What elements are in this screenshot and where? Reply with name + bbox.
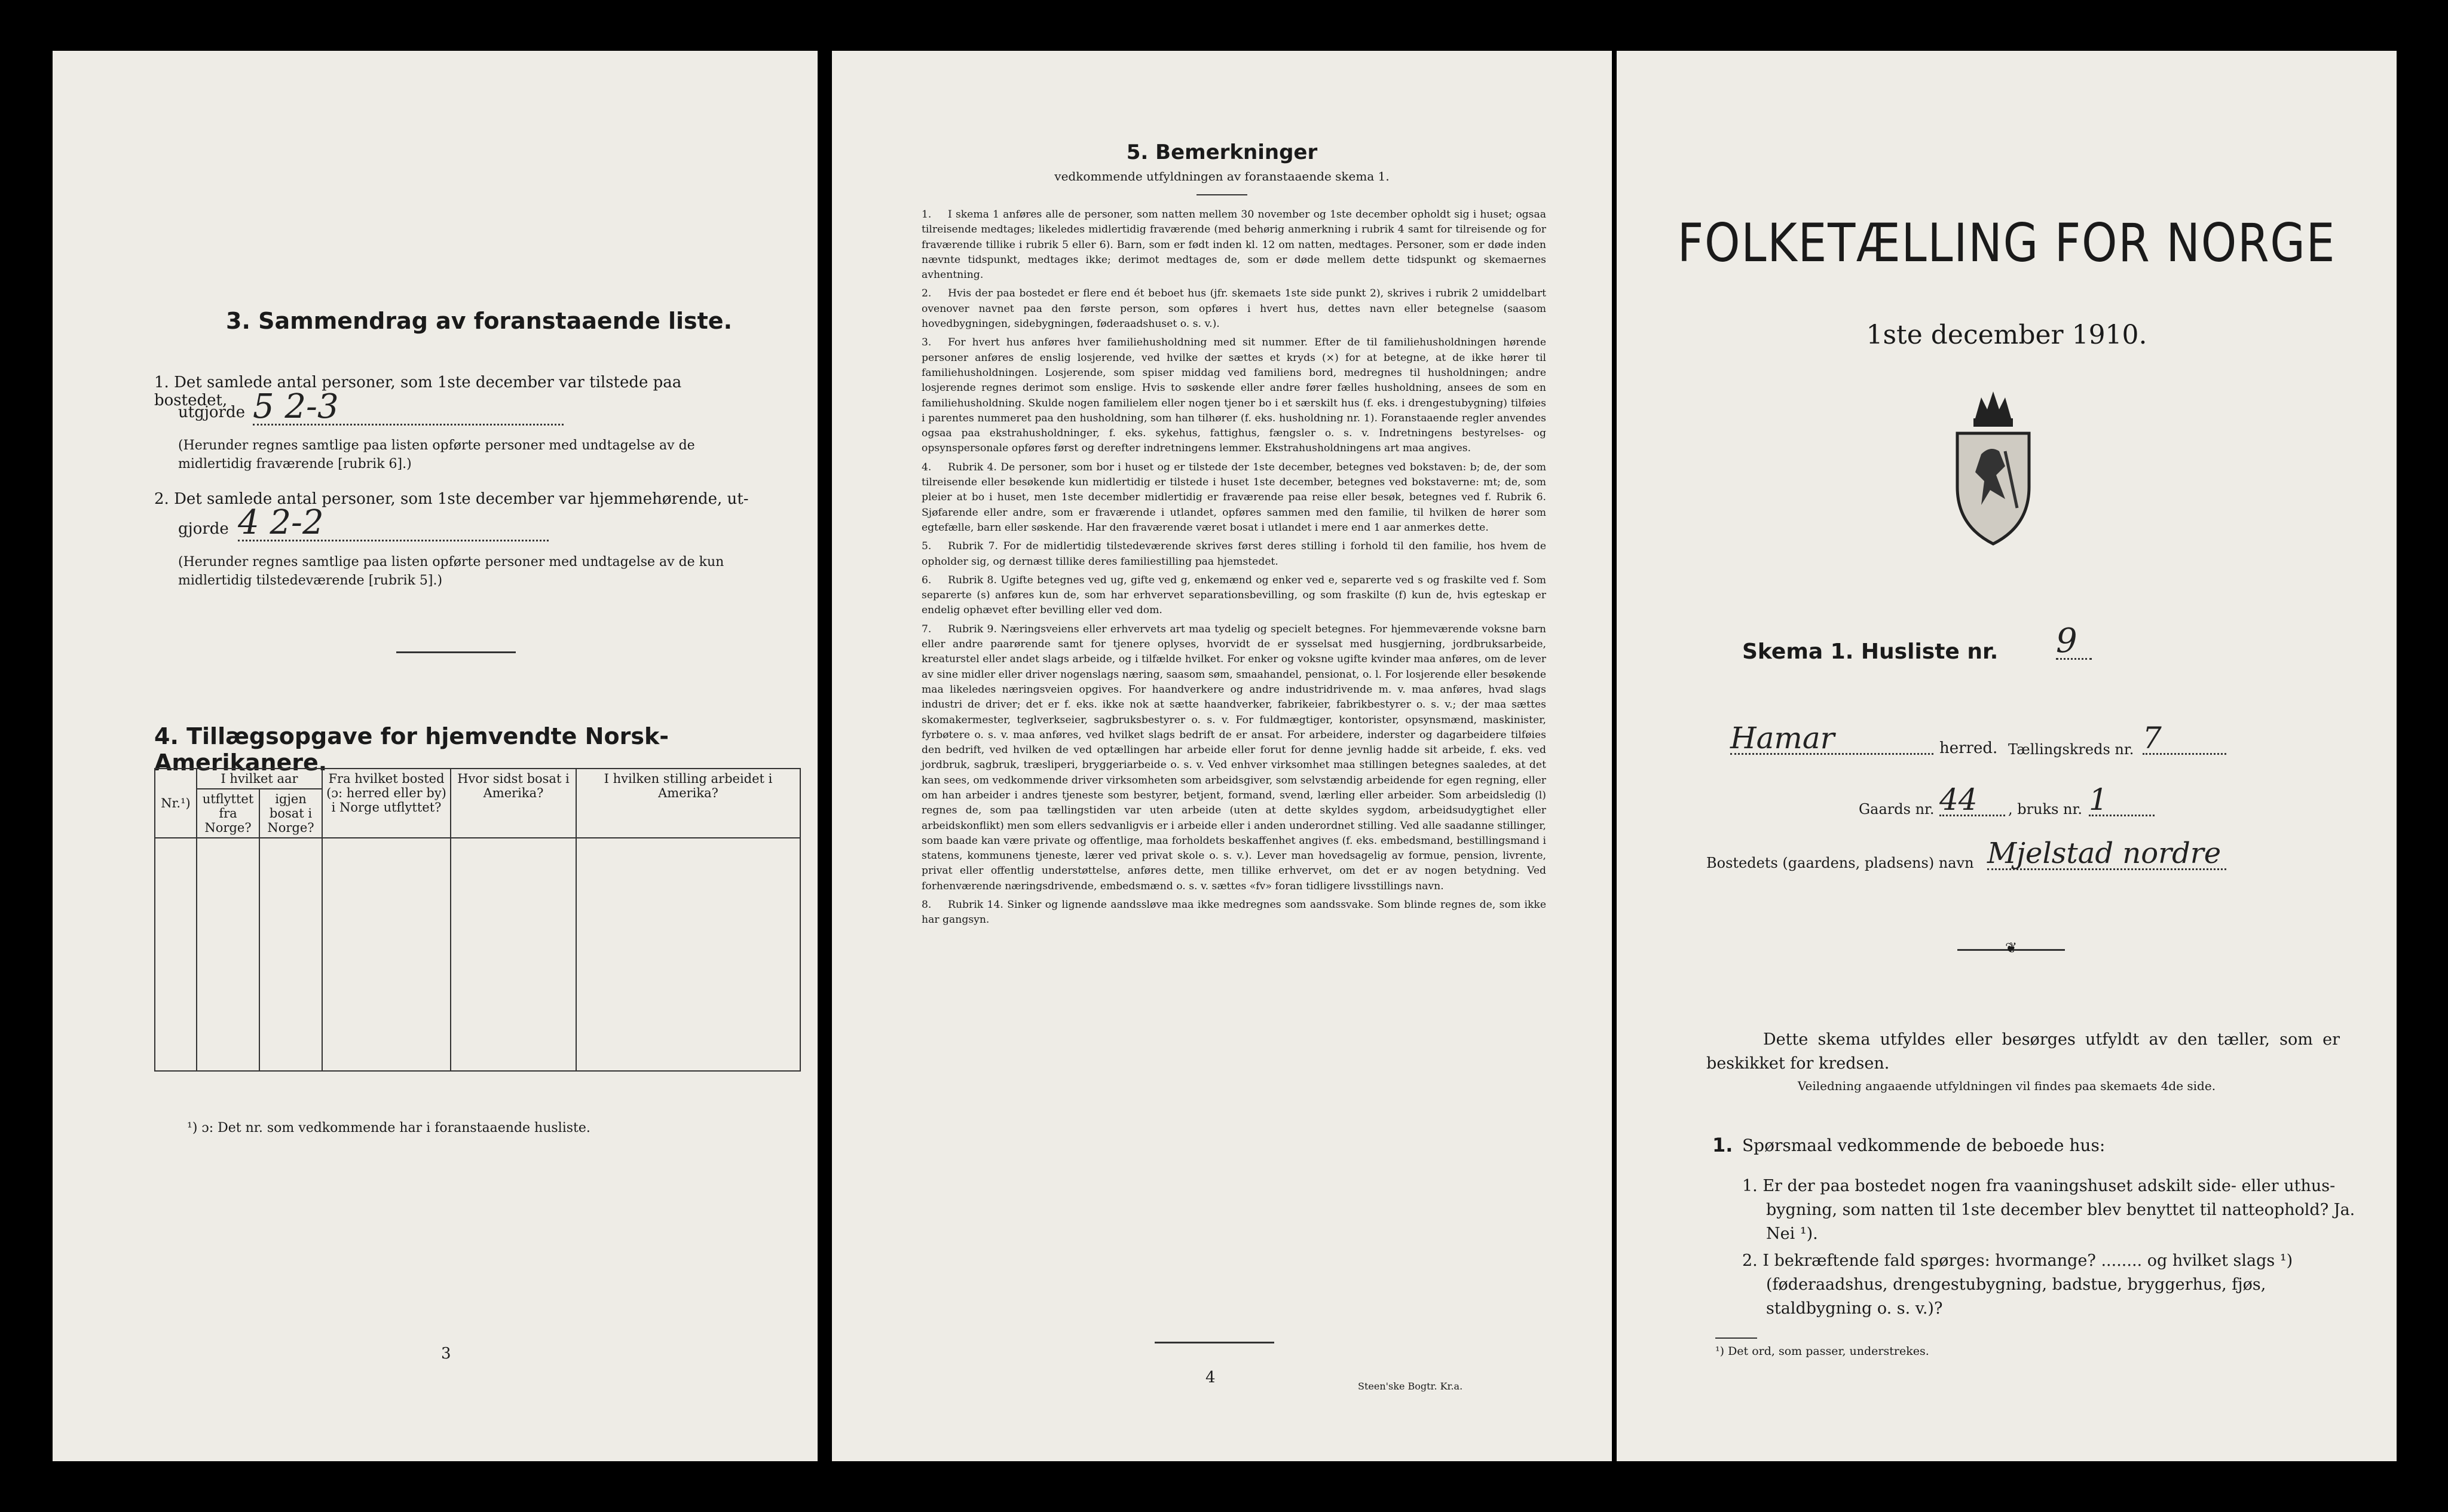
col-stilling: I hvilken stilling arbeidet i Amerika? [576, 769, 800, 838]
section4-title: 4. Tillægsopgave for hjemvendte Norsk-Amerikanere. [154, 723, 669, 776]
item1-text: 1. Det samlede antal personer, som 1ste december var tilstede paa bostedet, [154, 374, 682, 409]
list-item: 3. For hvert hus anføres hver familiehusholdning med sit nummer. Efter de til familiehusholdningen hørende personer anføres de enslig losjerende, ved hvilke der sættes et kryds (×) for at betegne, at de ikke hører til familiehusholdningen. Losjerende, som spiser middag ved familiens bord, medregnes til husholdningen; andre losjerende regnes derimot som enslige. Hvis to søskende eller andre fører fælles husholdning, ansees de som en familiehusholdning. Skulde nogen familielem eller nogen tjener bo i et særskilt hus (f. eks. i drengestubygning) tilføies i parentes nummeret paa den husholdning, som han tilhører (f. eks. husholdning nr. 1). Foranstaaende regler anvendes ogsaa paa ekstrahusholdninger, f. eks. sykehus, fattighus, fængsler o. s. v. Indretningens bestyrelses- og opsynspersonale opføres først og derefter indretningens lemmer. Ekstrahusholdningens art maa angives. [922, 336, 1546, 455]
gaards-value: 44 [1939, 785, 2005, 816]
footnote-rule [1715, 1337, 1757, 1339]
gaards-label: Gaards nr. [1859, 801, 1935, 818]
section3-title: 3. Sammendrag av foranstaaende liste. [226, 308, 733, 334]
census-date: 1ste december 1910. [1866, 320, 2147, 350]
intro-note: Veiledning angaaende utfyldningen vil findes paa skemaets 4de side. [1797, 1079, 2216, 1093]
item2-note: (Herunder regnes samtlige paa listen opførte personer med undtagelse av de kun midlertidig tilstedeværende [rubrik 5].) [178, 555, 724, 588]
bosted-value: Mjelstad nordre [1987, 838, 2226, 870]
table-cell [259, 838, 322, 1071]
intro-text: Dette skema utfyldes eller besørges utfyldt av den tæller, som er beskikket for kredsen. [1706, 1030, 2340, 1073]
bottom-rule [1155, 1342, 1274, 1343]
norsk-amerikanere-table [154, 768, 801, 1072]
list-item: 8. Rubrik 14. Sinker og lignende aandssløve maa ikke medregnes som aandssvake. Som blinde regnes de, som ikke har gangsyn. [922, 899, 1546, 926]
list-item: 4. Rubrik 4. De personer, som bor i huset og er tilstede der 1ste december, betegnes ved bokstaven: b; de, der som tilreisende eller besøkende kun midlertidig er tilstede i huset 1ste december, betegnes ved bokstaverne: mt; de, som pleier at bo i huset, men 1ste december midlertidig er fraværende paa reise eller besøk, betegnes ved f. Rubrik 6. Sjøfarende eller andre, som er fraværende i utlandet, opføres sammen med den familie, til hvilken de hører som egtefælle, barn eller søskende. Har den fraværende været bosat i utlandet i mere end 1 aar anmerkes dette. [922, 461, 1546, 534]
herred-label: herred. [1939, 739, 1998, 757]
page-middle [832, 51, 1612, 1461]
coat-of-arms-icon [1948, 385, 2038, 547]
list-item: 5. Rubrik 7. For de midlertidig tilstedeværende skrives først deres stilling i forhold til den familie, hos hvem de opholder sig, og dernæst tillike deres familiestilling paa hjemstedet. [922, 540, 1546, 568]
section4-footnote: ¹) ɔ: Det nr. som vedkommende har i foranstaaende husliste. [187, 1121, 590, 1135]
kreds-label: Tællingskreds nr. [2008, 741, 2134, 758]
census-title: FOLKETÆLLING FOR NORGE [1677, 212, 2336, 274]
item2-lead: gjorde [178, 520, 229, 538]
husliste-nr: 9 [2056, 625, 2092, 660]
item1-value: 5 2-3 [253, 390, 564, 426]
col-bosted: Fra hvilket bosted (ɔ: herred eller by) i Norge utflyttet? [322, 769, 451, 838]
list-item: 2. Hvis der paa bostedet er flere end ét beboet hus (jfr. skemaets 1ste side punkt 2), skrives i rubrik 2 umiddelbart ovenover navnet paa den første person, som opføres i hvert hus, dettes navn eller betegnelse (saasom hovedbygningen, sidebygningen, føderaadshuset o. s. v.). [922, 287, 1546, 330]
item1-note: (Herunder regnes samtlige paa listen opførte personer med undtagelse av de midlertidig fraværende [rubrik 6].) [178, 438, 695, 472]
q-heading: Spørsmaal vedkommende de beboede hus: [1742, 1135, 2106, 1155]
title-rule [1197, 194, 1247, 195]
printer-mark: Steen'ske Bogtr. Kr.a. [1358, 1381, 1463, 1392]
item2-text: 2. Det samlede antal personer, som 1ste december var hjemmehørende, ut- [154, 490, 749, 508]
col-utflyttet: utflyttet fra Norge? [197, 789, 259, 838]
table-cell [155, 838, 197, 1071]
question-2: 2. I bekræftende fald spørges: hvormange? ........ og hvilket slags ¹) (føderaadshus, drengestubygning, badstue, bryggerhus, fjøs, staldbygning o. s. v.)? [1742, 1251, 2293, 1318]
bemerkninger-title: 5. Bemerkninger [1126, 140, 1318, 164]
col-igjen: igjen bosat i Norge? [259, 789, 322, 838]
bosted-label: Bostedets (gaardens, pladsens) navn [1706, 855, 1974, 871]
page-number-4: 4 [1205, 1369, 1216, 1386]
table-cell [451, 838, 576, 1071]
ornament-icon: ❦ [2005, 939, 2018, 956]
table-cell [576, 838, 800, 1071]
col-sidst: Hvor sidst bosat i Amerika? [451, 769, 576, 838]
col-nr: Nr.¹) [155, 769, 197, 838]
col-aar-group: I hvilket aar [197, 769, 322, 789]
bruks-value: 1 [2089, 785, 2155, 816]
table-cell [322, 838, 451, 1071]
question-1: 1. Er der paa bostedet nogen fra vaaningshuset adskilt side- eller uthus-bygning, som natten til 1ste december blev benyttet til natteophold? Ja. Nei ¹). [1742, 1177, 2355, 1243]
item1-lead: utgjorde [178, 403, 246, 421]
bruks-label: , bruks nr. [2008, 801, 2082, 818]
list-item: 1. I skema 1 anføres alle de personer, som natten mellem 30 november og 1ste december opholdt sig i huset; ogsaa tilreisende medtages; likeledes midlertidig fraværende (med behørig anmerkning i rubrik 4 samt for tilreisende og for fraværende tillike i rubrik 5 eller 6). Barn, som er født inden kl. 12 om natten, medtages. Personer, som er døde inden nævnte tidspunkt, medtages ikke; derimot medtages de, som er døde mellem dette tidspunkt og skemaernes avhentning. [922, 209, 1546, 281]
skema-label: Skema 1. Husliste nr. [1742, 639, 1999, 664]
q-heading-num: 1. [1712, 1134, 1733, 1156]
table-cell [197, 838, 259, 1071]
page-left [53, 51, 818, 1461]
herred-value: Hamar [1730, 723, 1933, 755]
bemerkninger-subtitle: vedkommende utfyldningen av foranstaaende skema 1. [1054, 169, 1390, 183]
kreds-value: 7 [2143, 723, 2226, 755]
list-item: 7. Rubrik 9. Næringsveiens eller erhvervets art maa tydelig og specielt betegnes. For hjemmeværende voksne barn eller andre paarørende samt for tjenere oplyses, hvorvidt de er sysselsat med husgjerning, jordbruksarbeide, kreaturstel eller andet slags arbeide, og i tilfælde hvilket. For enker og voksne ugifte kvinder maa anføres, om de lever av sine midler eller driver nogenslags næring, saasom søm, smaahandel, pensionat, o. l. For losjerende eller besøkende maa likeledes næringsveien opgives. For haandverkere og andre industridrivende m. v. maa anføres, hvad slags industri de driver; det er f. eks. ikke nok at sætte haandverker, fabrikeier, fabrikbestyrer o. s. v.; der maa sættes skomakermester, teglverkseier, sagbruksbestyrer o. s. v. For fuldmægtiger, kontorister, opsynsmænd, maskinister, fyrbøtere o. s. v. maa anføres, ved hvilket slags bedrift de er ansat. For arbeidere, inderster og dagarbeidere tilføies den bedrift, ved hvilken de ved optællingen har arbeide eller forut for denne jevnlig hadde sit arbeide, f. eks. ved jordbruk, sagbruk, træsliperi, bryggeriarbeide o. s. v. Ved enhver virksomhet maa stillingen betegnes saaledes, at det kan sees, om vedkommende driver virksomheten som arbeidsgiver, som selvstændig arbeidende for egen regning, eller om han arbeider i andres tjeneste som bestyrer, betjent, formand, svend, lærling eller arbeider. Som arbeidsledig (l) regnes de, som paa tællingstiden var uten arbeide (uten at dette skyldes sygdom, arbeidsudygtighet eller arbeidskonflikt) men som ellers sedvanligvis er i arbeide eller i anden underordnet stilling. Ved alle saadanne stillinger, som baade kan være private og offentlige, maa forholdets beskaffenhet angives (f. eks. embedsmand, bestillingsmand i statens, kommunens tjeneste, lærer ved privat skole o. s. v.). Lever man hovedsagelig av formue, pension, livrente, privat eller offentlig understøttelse, anføres dette, men tillike erhvervet, om det er av nogen betydning. Ved forhenværende næringsdrivende, embedsmænd o. s. v. sættes «fv» foran tidligere livsstillings navn. [922, 623, 1546, 892]
page-number-3: 3 [441, 1345, 451, 1363]
bemerkninger-list [922, 207, 1546, 932]
right-footnote: ¹) Det ord, som passer, understrekes. [1715, 1345, 1929, 1358]
page-right [1617, 51, 2397, 1461]
list-item: 6. Rubrik 8. Ugifte betegnes ved ug, gifte ved g, enkemænd og enker ved e, separerte ved s og fraskilte ved f. Som separerte (s) anføres kun de, som har erhvervet separationsbevilling, og som fraskilte (f) kun de, hvis egteskap er endelig ophævet efter bevilling eller ved dom. [922, 574, 1546, 617]
divider [396, 651, 516, 653]
item2-value: 4 2-2 [238, 506, 549, 541]
